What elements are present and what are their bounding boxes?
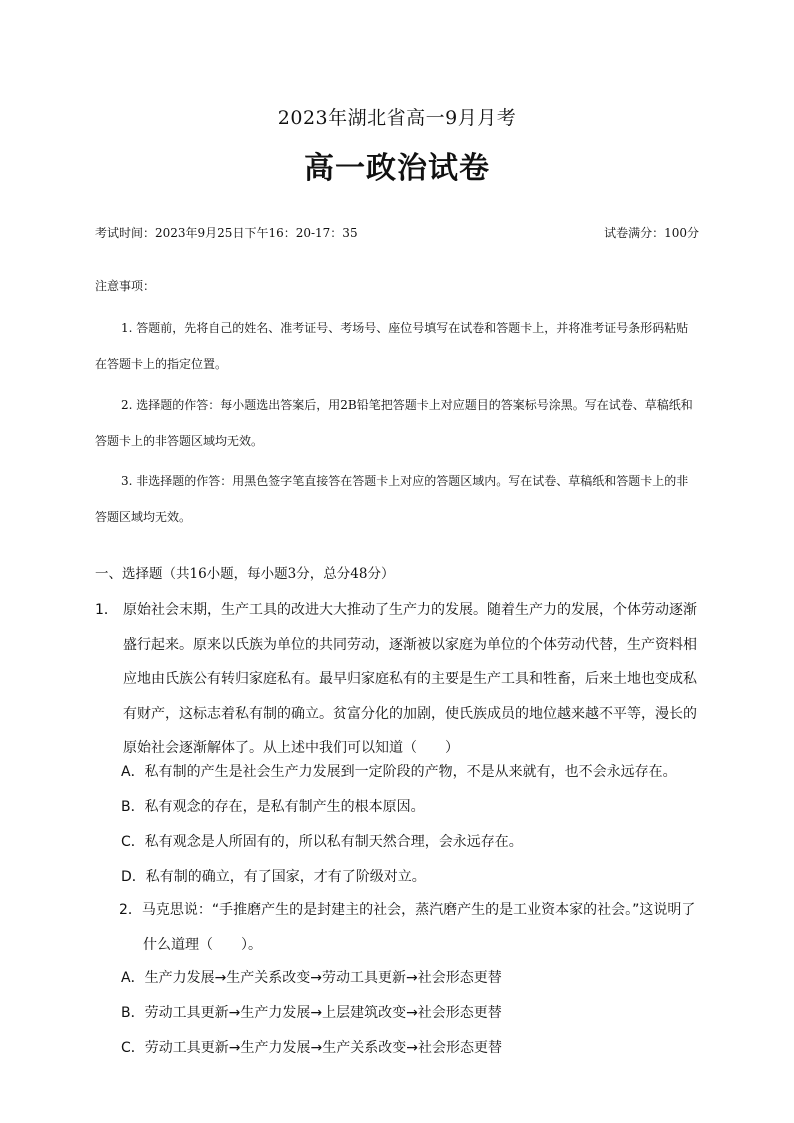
question-number: 2． — [119, 902, 142, 918]
exam-time: 考试时间：2023年9月25日下午16：20-17：35 — [95, 226, 358, 240]
option-a: A．私有制的产生是社会生产力发展到一定阶段的产物，不是从来就有，也不会永远存在。 — [121, 764, 677, 780]
exam-meta — [95, 224, 699, 242]
full-score: 试卷满分：100分 — [604, 226, 699, 240]
question-stem: 原始社会末期，生产工具的改进大大推动了生产力的发展。随着生产力的发展，个体劳动逐渐盛行起来。原来以氏族为单位的共同劳动，逐渐被以家庭为单位的个体劳动代替，生产资料相应地由氏族公有转归家庭私有。最早归家庭私有的主要是生产工具和牲畜，后来土地也变成私有财产，这标志着私有制的确立。贫富分化的加剧，使氏族成员的地位越来越不平等，漫长的原始社会逐渐解体了。从上述中我们可以知道（ ） — [123, 602, 697, 756]
exam-title: 高一政治试卷 — [304, 151, 490, 186]
section-heading: 一、选择题（共16小题，每小题3分，总分48分） — [95, 566, 395, 582]
question-1 — [95, 593, 699, 766]
notes-heading: 注意事项： — [95, 279, 156, 293]
question-stem: 马克思说：“手推磨产生的是封建主的社会，蒸汽磨产生的是工业资本家的社会。”这说明了什么道理（ ）。 — [141, 902, 696, 953]
option-c: C．劳动工具更新→生产力发展→生产关系改变→社会形态更替 — [121, 1040, 502, 1056]
option-b: B．劳动工具更新→生产力发展→上层建筑改变→社会形态更替 — [121, 1005, 502, 1021]
question-2 — [95, 893, 699, 962]
question-2-body — [119, 893, 699, 962]
note-item: 2. 选择题的作答：每小题选出答案后，用2B铅笔把答题卡上对应题目的答案标号涂黑。写在试卷、草稿纸和答题卡上的非答题区域均无效。 — [95, 398, 693, 448]
question-number: 1． — [95, 602, 118, 618]
option-d: D．私有制的确立，有了国家，才有了阶级对立。 — [121, 869, 426, 885]
note-item: 1. 答题前，先将自己的姓名、准考证号、考场号、座位号填写在试卷和答题卡上，并将准考证号条形码粘贴在答题卡上的指定位置。 — [95, 321, 689, 371]
note-item: 3. 非选择题的作答：用黑色签字笔直接答在答题卡上对应的答题区域内。写在试卷、草稿纸和答题卡上的非答题区域均无效。 — [95, 474, 689, 524]
option-c: C．私有观念是人所固有的，所以私有制天然合理，会永远存在。 — [121, 834, 523, 850]
option-b: B．私有观念的存在，是私有制产生的根本原因。 — [121, 799, 425, 815]
exam-subtitle: 2023年湖北省高一9月月考 — [277, 107, 517, 129]
option-a: A．生产力发展→生产关系改变→劳动工具更新→社会形态更替 — [121, 970, 502, 986]
